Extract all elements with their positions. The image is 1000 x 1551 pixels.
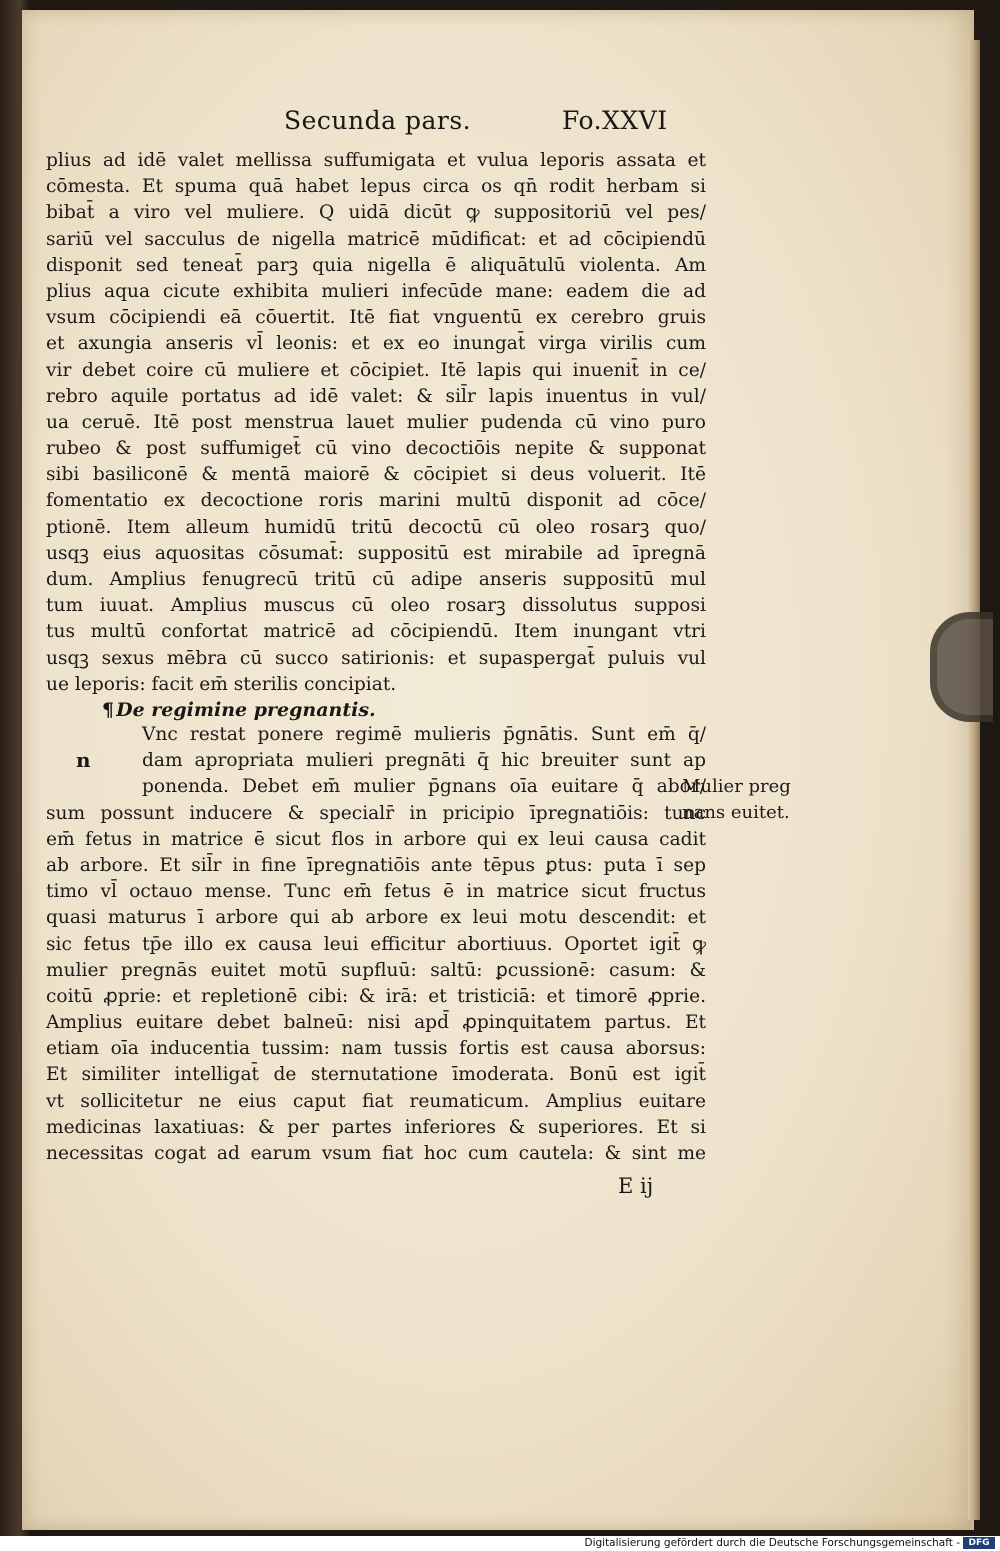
text-line: medicinas laxatiuas: & per partes inferiores & superiores. Et si xyxy=(46,1116,706,1138)
section-text xyxy=(46,722,706,1167)
folio-number: Fo.XXVI xyxy=(562,106,668,135)
text-line: mulier pregnās euitet motū supfluū: saltū: ꝑcussionē: casum: & xyxy=(46,959,706,981)
body-text xyxy=(46,148,706,698)
text-line: ua ceruē. Itē post menstrua lauet mulier pudenda cū vino puro xyxy=(46,411,706,433)
text-line: em̄ fetus in matrice ē sicut flos in arbore qui ex leui causa cadit xyxy=(46,828,706,850)
text-line: tus multū confortat matricē ad cōcipiendū. Item inungant vtri xyxy=(46,621,706,643)
book-clasp xyxy=(930,612,993,722)
text-line: rebro aquile portatus ad idē valet: & sil̄r lapis inuentus in vul/ xyxy=(46,385,706,407)
text-line: dam apropriata mulieri pregnāti q̄ hic breuiter sunt ap xyxy=(142,750,706,772)
page-header xyxy=(22,106,972,146)
footer-bar xyxy=(0,1536,1000,1551)
text-line: usqꝫ eius aquositas cōsumat̄: suppositū est mirabile ad īpregnā xyxy=(46,542,706,564)
text-line: disponit sed teneat̄ parꝫ quia nigella ē aliquātulū violenta. Am xyxy=(46,254,706,276)
text-line: usqꝫ sexus mēbra cū succo satirionis: et supaspergat̄ puluis vul xyxy=(46,647,706,669)
text-line: rubeo & post suffumiget̄ cū vino decoctiōis nepite & supponat xyxy=(46,438,706,460)
text-line: ptionē. Item alleum humidū tritū decoctū cū oleo rosarꝫ quo/ xyxy=(46,516,706,538)
text-line: plius aqua cicute exhibita mulieri infecūde mane: eadem die ad xyxy=(46,280,706,302)
text-line: tum iuuat. Amplius muscus cū oleo rosarꝫ dissolutus supposi xyxy=(46,595,706,617)
text-line: quasi maturus ī arbore qui ab arbore ex leui motu descendit: et xyxy=(46,907,706,929)
text-line: vir debet coire cū muliere et cōcipiet. Itē lapis qui inuenit̄ in ce/ xyxy=(46,359,706,381)
text-line: vt sollicitetur ne eius caput fiat reumaticum. Amplius euitare xyxy=(46,1090,706,1112)
text-line: Amplius euitare debet balneū: nisi apd̄ ꝓpinquitatem partus. Et xyxy=(46,1012,706,1034)
text-line: timo vl̄ octauo mense. Tunc em̄ fetus ē in matrice sicut fructus xyxy=(46,881,706,903)
text-line: Et similiter intelligat̄ de sternutatione īmoderata. Bonū est igit̄ xyxy=(46,1064,706,1086)
text-line: et axungia anseris vl̄ leonis: et ex eo inungat̄ virga virilis cum xyxy=(46,333,706,355)
text-line: sariū vel sacculus de nigella matricē mūdificat: et ad cōcipiendū xyxy=(46,228,706,250)
text-line: ponenda. Debet em̄ mulier p̄gnans oīa euitare q̄ abor/ xyxy=(142,776,706,798)
section-heading xyxy=(102,699,602,721)
text-line: ue leporis: facit em̄ sterilis concipiat. xyxy=(46,673,397,695)
margin-note-line: nans euitet. xyxy=(682,802,790,823)
margin-note-line: Mulier preg xyxy=(682,776,791,797)
text-line: Vnc restat ponere regimē mulieris p̄gnātis. Sunt em̄ q̄/ xyxy=(142,724,706,745)
text-line: cōmesta. Et spuma quā habet lepus circa os qn̄ rodit herbam si xyxy=(46,176,706,198)
book-page xyxy=(22,10,974,1530)
text-line: sic fetus tp̄e illo ex causa leui efficitur abortiuus. Oportet igit̄ ꝙ xyxy=(46,933,706,955)
text-line: coitū ꝓprie: et repletionē cibi: & irā: et tristiciā: et timorē ꝓprie. xyxy=(46,985,706,1007)
page-edge xyxy=(968,40,980,1520)
pilcrow-icon: ¶ xyxy=(102,699,115,721)
text-line: fomentatio ex decoctione roris marini multū disponit ad cōce/ xyxy=(46,490,706,512)
text-line: plius ad idē valet mellissa suffumigata et vulua leporis assata et xyxy=(46,150,706,171)
text-line: bibat̄ a viro vel muliere. Q uidā dicūt ꝙ suppositoriū vel pes/ xyxy=(46,202,706,224)
text-line: necessitas cogat ad earum vsum fiat hoc cum cautela: & sint me xyxy=(46,1143,706,1164)
text-line: dum. Amplius fenugrecū tritū cū adipe anseris suppositū mul xyxy=(46,569,706,590)
text-line: ab arbore. Et sil̄r in fine īpregnatiōis ante tēpus ꝑtus: puta ī sep xyxy=(46,854,706,876)
running-head: Secunda pars. xyxy=(284,106,472,135)
text-line: sum possunt inducere & specialr̄ in pricipio īpregnatiōis: tunc xyxy=(46,802,706,824)
dfg-logo: DFG xyxy=(963,1537,995,1549)
text-line: vsum cōcipiendi eā cōuertit. Itē fiat vnguentū ex cerebro gruis xyxy=(46,307,706,329)
initial-letter: n xyxy=(76,748,91,772)
signature-mark: E ij xyxy=(618,1174,654,1198)
margin-note xyxy=(682,774,822,826)
text-line: etiam oīa inducentia tussim: nam tussis fortis est causa aborsus: xyxy=(46,1038,706,1060)
section-heading-text: De regimine pregnantis. xyxy=(116,699,376,721)
footer-credit: Digitalisierung gefördert durch die Deutsche Forschungsgemeinschaft - xyxy=(584,1537,960,1549)
text-line: sibi basiliconē & mentā maiorē & cōcipiet si deus voluerit. Itē xyxy=(46,464,706,486)
